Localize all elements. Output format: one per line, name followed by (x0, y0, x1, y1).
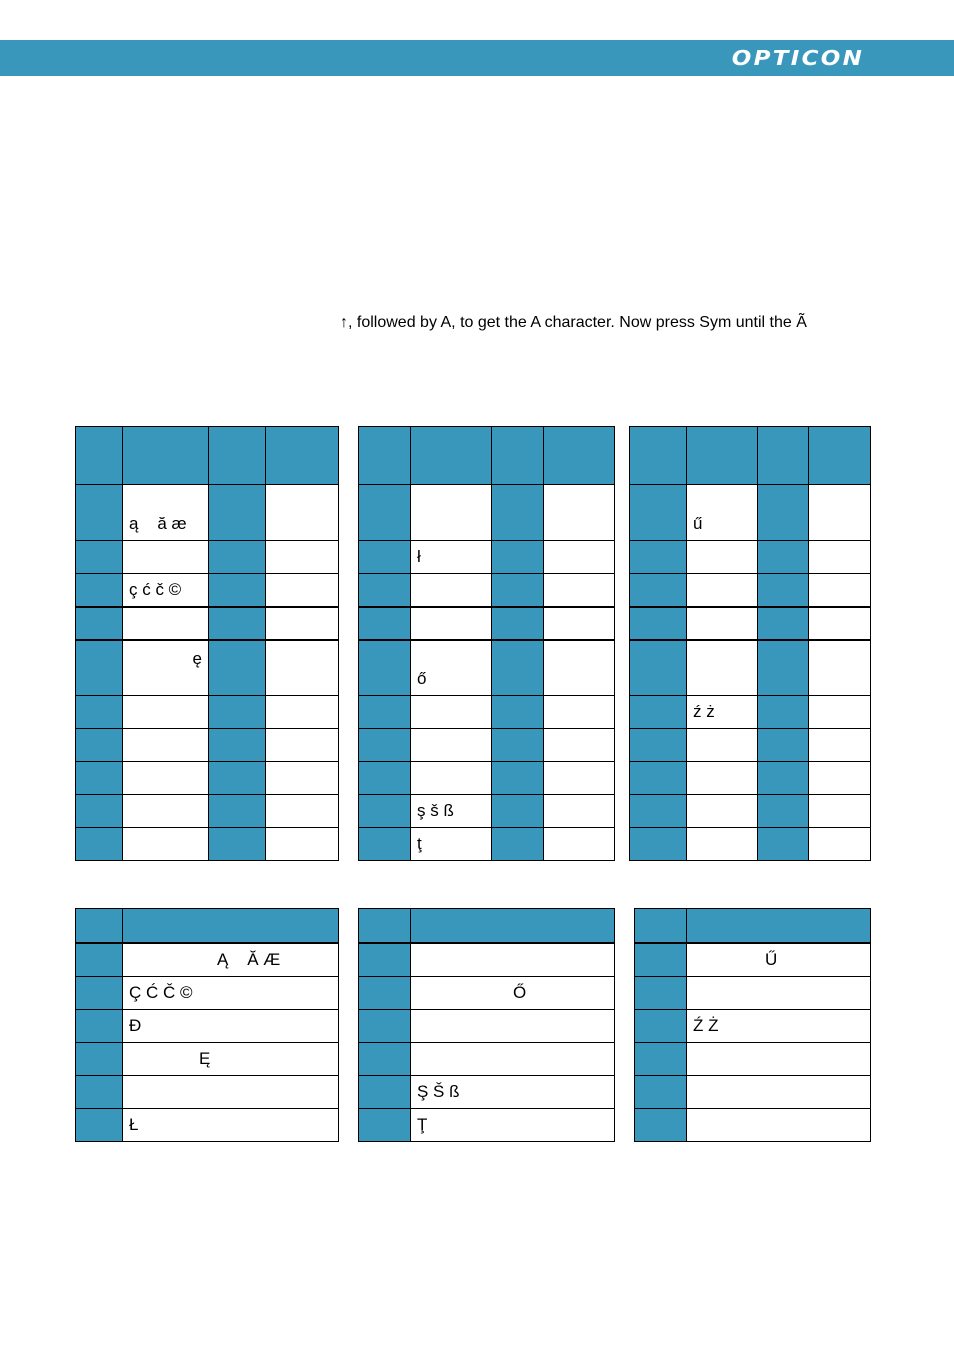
table-cell (411, 1010, 615, 1043)
table-row (76, 1109, 339, 1142)
table-row (359, 1010, 615, 1043)
table-cell: ű (687, 485, 758, 541)
table-cell (411, 943, 615, 977)
table-row (76, 729, 339, 762)
table-row (630, 729, 871, 762)
table-row (630, 828, 871, 861)
table-cell: Ş Š ß (411, 1076, 615, 1109)
table-header-row (76, 909, 339, 943)
table-row (630, 541, 871, 574)
intro-text: ↑, followed by A, to get the A character. Now press Sym until the Ã (340, 314, 807, 331)
table-row (359, 607, 615, 640)
table-cell (411, 1043, 615, 1076)
lowercase-table-2 (358, 426, 615, 861)
table-cell (123, 762, 209, 795)
table-cell (411, 485, 492, 541)
table-cell: Ź Ż (687, 1010, 871, 1043)
table-cell (687, 541, 758, 574)
table-row (630, 696, 871, 729)
table-cell: ą ă æ (123, 485, 209, 541)
table-cell (411, 696, 492, 729)
table-row (630, 485, 871, 541)
table-row (359, 696, 615, 729)
table-cell (123, 729, 209, 762)
table-cell (123, 795, 209, 828)
table-cell (411, 607, 492, 640)
table-row (76, 1076, 339, 1109)
table-row (76, 485, 339, 541)
table-header-row (76, 427, 339, 485)
table-row (635, 977, 871, 1010)
table-cell: Ő (411, 977, 615, 1010)
table-header-row (630, 427, 871, 485)
table-cell: Ą Ă Æ (123, 943, 339, 977)
table-cell (687, 977, 871, 1010)
table-row (635, 1109, 871, 1142)
table-cell (123, 696, 209, 729)
table-row (630, 795, 871, 828)
table-cell: Ç Ć Č © (123, 977, 339, 1010)
table-cell (687, 574, 758, 607)
table-row (76, 1010, 339, 1043)
table-cell: Ţ (411, 1109, 615, 1142)
table-row (359, 1076, 615, 1109)
table-header-row (359, 909, 615, 943)
table-row (635, 1010, 871, 1043)
table-cell (687, 607, 758, 640)
uppercase-table-2 (358, 908, 615, 1142)
opticon-logo: OPTICON (731, 46, 864, 70)
table-cell (123, 828, 209, 861)
table-cell: Ű (687, 943, 871, 977)
table-row (630, 574, 871, 607)
table-row (359, 762, 615, 795)
table-row (76, 943, 339, 977)
table-cell (123, 607, 209, 640)
table-cell: ç ć č © (123, 574, 209, 607)
uppercase-table-3 (634, 908, 871, 1142)
table-cell: ź ż (687, 696, 758, 729)
table-cell (687, 1076, 871, 1109)
table-row (359, 729, 615, 762)
table-row (76, 696, 339, 729)
table-cell (687, 1109, 871, 1142)
table-cell: Đ (123, 1010, 339, 1043)
uppercase-table-1 (75, 908, 339, 1142)
table-row (76, 607, 339, 640)
table-row (76, 541, 339, 574)
table-cell: Ł (123, 1109, 339, 1142)
table-cell (411, 762, 492, 795)
table-row (76, 640, 339, 696)
table-cell: Ę (123, 1043, 339, 1076)
table-header-row (359, 427, 615, 485)
table-cell (687, 640, 758, 696)
table-row (359, 943, 615, 977)
table-row (76, 977, 339, 1010)
table-row (359, 828, 615, 861)
table-cell: ő (411, 640, 492, 696)
table-cell: ę (123, 640, 209, 696)
table-row (76, 762, 339, 795)
table-cell (411, 574, 492, 607)
table-row (359, 574, 615, 607)
table-cell (123, 541, 209, 574)
lowercase-table-1 (75, 426, 339, 861)
table-row (635, 1043, 871, 1076)
table-cell (123, 1076, 339, 1109)
table-row (76, 1043, 339, 1076)
table-row (630, 607, 871, 640)
table-row (359, 977, 615, 1010)
table-cell (687, 1043, 871, 1076)
table-row (76, 574, 339, 607)
table-row (359, 1043, 615, 1076)
lowercase-table-3 (629, 426, 871, 861)
table-row (359, 1109, 615, 1142)
table-row (359, 541, 615, 574)
table-cell (687, 828, 758, 861)
table-row (359, 795, 615, 828)
table-cell (687, 762, 758, 795)
table-cell (687, 795, 758, 828)
table-row (359, 485, 615, 541)
table-row (635, 943, 871, 977)
table-row (359, 640, 615, 696)
header-bar (0, 40, 954, 76)
table-row (635, 1076, 871, 1109)
table-cell: ş š ß (411, 795, 492, 828)
table-row (76, 795, 339, 828)
table-header-row (635, 909, 871, 943)
table-cell: ţ (411, 828, 492, 861)
table-cell: ł (411, 541, 492, 574)
table-row (630, 762, 871, 795)
table-cell (687, 729, 758, 762)
table-row (630, 640, 871, 696)
table-cell (411, 729, 492, 762)
table-row (76, 828, 339, 861)
